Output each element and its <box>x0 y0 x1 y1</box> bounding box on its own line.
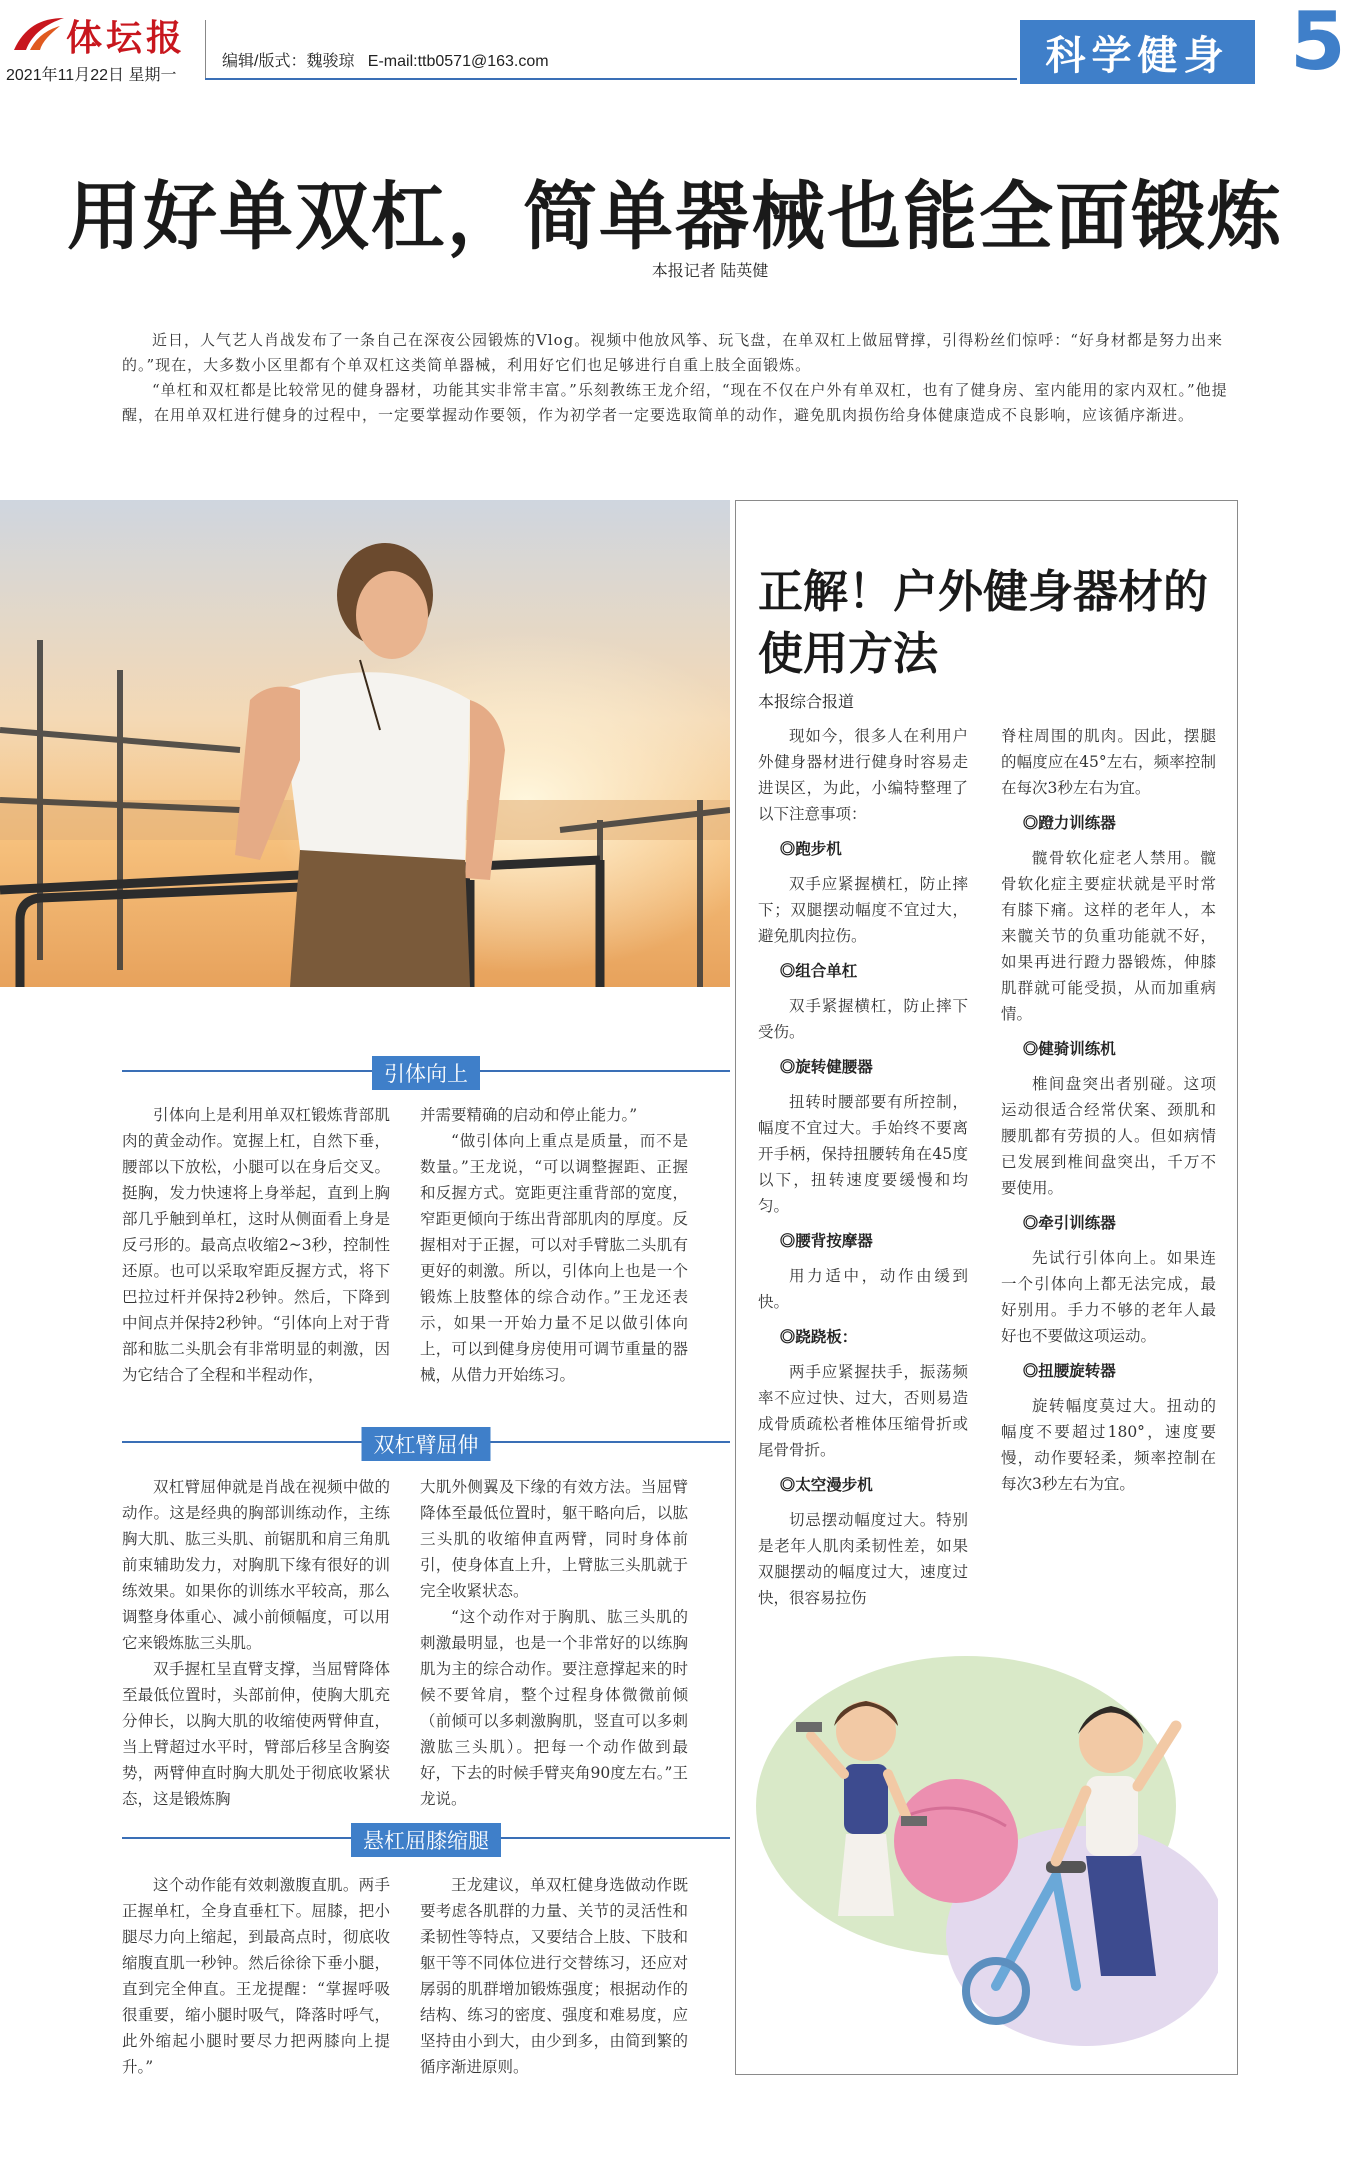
newspaper-logo: 体坛报 <box>66 17 187 59</box>
section-label: 科学健身 <box>1020 20 1255 84</box>
equipment-heading: ◎牵引训练器 <box>1022 1215 1116 1232</box>
section-knee-raise-col2: 王龙建议，单双杠健身选做动作既要考虑各肌群的力量、关节的灵活性和柔韧性等特点，又要结合上肢、下肢和躯干等不同体位进行交替练习，还应对孱弱的肌群增加锻炼强度；根据动作的结构、练习的密度、强度和难易度，应坚持由小到大，由少到多，由简到繁的循序渐进原则。 <box>420 1876 688 2076</box>
equipment-heading: ◎组合单杠 <box>779 963 858 980</box>
sidebar-byline: 本报综合报道 <box>758 694 855 711</box>
editor-email: E-mail:ttb0571@163.com <box>367 53 549 70</box>
section-title: 双杠臂屈伸 <box>362 1427 491 1461</box>
section-divider-hanging-knee-raise <box>122 1820 730 1856</box>
issue-date: 2021年11月22日 星期一 <box>6 67 177 84</box>
sidebar-fitness-equipment-guide <box>735 500 1238 2075</box>
sidebar-intro: 现如今，很多人在利用户外健身器材进行健身时容易走进误区，为此，小编特整理了以下注意事项： <box>758 727 968 823</box>
editor-name: 编辑/版式：魏骏琼 <box>222 53 355 70</box>
lead-paragraph: “单杠和双杠都是比较常见的健身器材，功能其实非常丰富。”乐刻教练王龙介绍，“现在不仅在户外有单双杠，也有了健身房、室内能用的家内双杠。”他提醒，在用单双杠进行健身的过程中，一定要掌握动作要领，作为初学者一定要选取简单的动作，避免肌肉损伤给身体健康造成不良影响，应该循序渐进。 <box>122 381 1228 424</box>
equipment-heading: ◎太空漫步机 <box>779 1477 873 1494</box>
section-dips-col2: 大肌外侧翼及下缘的有效方法。当屈臂降体至最低位置时，躯干略向后，以肱三头肌的收缩伸直两臂，同时身体前引，使身体直上升，上臂肱三头肌就于完全收紧状态。 “这个动作对于胸肌、肱三头肌的刺激最明显，也是一个非常好的以练胸肌为主的综合动作。要注意撑起来的时候不要耸肩，整个过程身体微微前倾（前倾可以多刺激胸肌，竖直可以多刺激肱三头肌）。把每一个动作做到最好，下去的时候手臂夹角90度左右。”王龙说。 <box>420 1478 688 1808</box>
section-title: 引体向上 <box>372 1056 480 1090</box>
illustration-kids-exercising <box>756 1656 1218 2056</box>
article-lead <box>122 328 1234 428</box>
equipment-heading: ◎旋转健腰器 <box>779 1059 873 1076</box>
photo-man-on-parallel-bars <box>0 500 730 987</box>
sidebar-col1: 现如今，很多人在利用户外健身器材进行健身时容易走进误区，为此，小编特整理了以下注意事项： ◎跑步机 双手应紧握横杠，防止摔下；双腿摆动幅度不宜过大，避免肌肉拉伤。 ◎组合单杠 双手紧握横杠，防止摔下受伤。 ◎旋转健腰器 扭转时腰部要有所控制，幅度不宜过大。手始终不要离开手柄，保持扭腰转角在45度以下，扭转速度要缓慢和均匀。 ◎腰背按摩器 用力适中，动作由缓到快。 ◎跷跷板： 两手应紧握扶手，振荡频率不应过快、过大，否则易造成骨质疏松者椎体压缩骨折或尾骨骨折。 ◎太空漫步机 切忌摆动幅度过大。特别是老年人肌肉柔韧性差，如果双腿摆动的幅度过大，速度过快，很容易拉伤 <box>758 723 968 1621</box>
equipment-heading: ◎跷跷板： <box>779 1329 858 1346</box>
equipment-heading: ◎蹬力训练器 <box>1022 815 1116 832</box>
section-title: 悬杠屈膝缩腿 <box>351 1823 501 1857</box>
masthead-rule <box>205 78 1017 80</box>
section-dips-col1: 双杠臂屈伸就是肖战在视频中做的动作。这是经典的胸部训练动作，主练胸大肌、肱三头肌、前锯肌和肩三角肌前束辅助发力，对胸肌下缘有很好的训练效果。如果你的训练水平较高，那么调整身体重心、减小前倾幅度，可以用它来锻炼肱三头肌。 双手握杠呈直臂支撑，当屈臂降体至最低位置时，头部前伸，使胸大肌充分伸长，以胸大肌的收缩使两臂伸直，当上臂超过水平时，臂部后移呈含胸姿势，两臂伸直时胸大肌处于彻底收紧状态，这是锻炼胸 <box>122 1478 390 1808</box>
equipment-heading: ◎扭腰旋转器 <box>1022 1363 1116 1380</box>
section-divider-pull-up <box>122 1053 730 1089</box>
article-byline: 本报记者 陆英健 <box>651 263 769 280</box>
equipment-heading: ◎跑步机 <box>779 841 842 858</box>
article-headline: 用好单双杠，简单器械也能全面锻炼 <box>67 174 1283 260</box>
logo-swoosh-icon <box>10 14 66 54</box>
masthead <box>0 0 1350 100</box>
section-pull-up-col1: 引体向上是利用单双杠锻炼背部肌肉的黄金动作。宽握上杠，自然下垂，腰部以下放松，小腿可以在身后交叉。挺胸，发力快速将上身举起，直到上胸部几乎触到单杠，这时从侧面看上身是反弓形的。最高点收缩2~3秒，控制性还原。也可以采取窄距反握方式，将下巴拉过杆并保持2秒钟。然后，下降到中间点并保持2秒钟。“引体向上对于背部和肱二头肌会有非常明显的刺激，因为它结合了全程和半程动作， <box>122 1106 390 1384</box>
equipment-heading: ◎腰背按摩器 <box>779 1233 873 1250</box>
section-pull-up-col2: 并需要精确的启动和停止能力。” “做引体向上重点是质量，而不是数量。”王龙说，“可以调整握距、正握和反握方式。宽距更注重背部的宽度，窄距更倾向于练出背部肌肉的厚度。反握相对于正握，可以对手臂肱二头肌有更好的刺激。所以，引体向上也是一个锻炼上肢整体的综合动作。”王龙还表示，如果一开始力量不足以做引体向上，可以到健身房使用可调节重量的器械，从借力开始练习。 <box>420 1106 688 1384</box>
section-divider-dips <box>122 1424 730 1460</box>
sidebar-title: 正解！户外健身器材的 使用方法 <box>758 565 1209 680</box>
page-number: 5 <box>1290 0 1346 88</box>
editor-credit <box>222 48 549 71</box>
sidebar-col2: 脊柱周围的肌肉。因此，摆腿的幅度应在45°左右，频率控制在每次3秒左右为宜。 ◎蹬力训练器 髋骨软化症老人禁用。髋骨软化症主要症状就是平时常有膝下痛。这样的老年人，本来髋关节的负重功能就不好，如果再进行蹬力器锻炼，伸膝肌群就可能受损，从而加重病情。 ◎健骑训练机 椎间盘突出者别碰。这项运动很适合经常伏案、颈肌和腰肌都有劳损的人。但如病情已发展到椎间盘突出，千万不要使用。 ◎牵引训练器 先试行引体向上。如果连一个引体向上都无法完成，最好别用。手力不够的老年人最好也不要做这项运动。 ◎扭腰旋转器 旋转幅度莫过大。扭动的幅度不要超过180°，速度要慢，动作要轻柔，频率控制在每次3秒左右为宜。 <box>1001 727 1216 1493</box>
lead-paragraph: 近日，人气艺人肖战发布了一条自己在深夜公园锻炼的Vlog。视频中他放风筝、玩飞盘，在单双杠上做屈臂撑，引得粉丝们惊呼：“好身材都是努力出来的。”现在，大多数小区里都有个单双杠这类简单器械，利用好它们也足够进行自重上肢全面锻炼。 <box>122 331 1223 374</box>
equipment-heading: ◎健骑训练机 <box>1022 1041 1116 1058</box>
masthead-divider <box>205 20 206 80</box>
section-knee-raise-col1: 这个动作能有效刺激腹直肌。两手正握单杠，全身直垂杠下。屈膝，把小腿尽力向上缩起，到最高点时，彻底收缩腹直肌一秒钟。然后徐徐下垂小腿，直到完全伸直。王龙提醒：“掌握呼吸很重要，缩小腿时吸气，降落时呼气，此外缩起小腿时要尽力把两膝向上提升。” <box>122 1876 390 2076</box>
